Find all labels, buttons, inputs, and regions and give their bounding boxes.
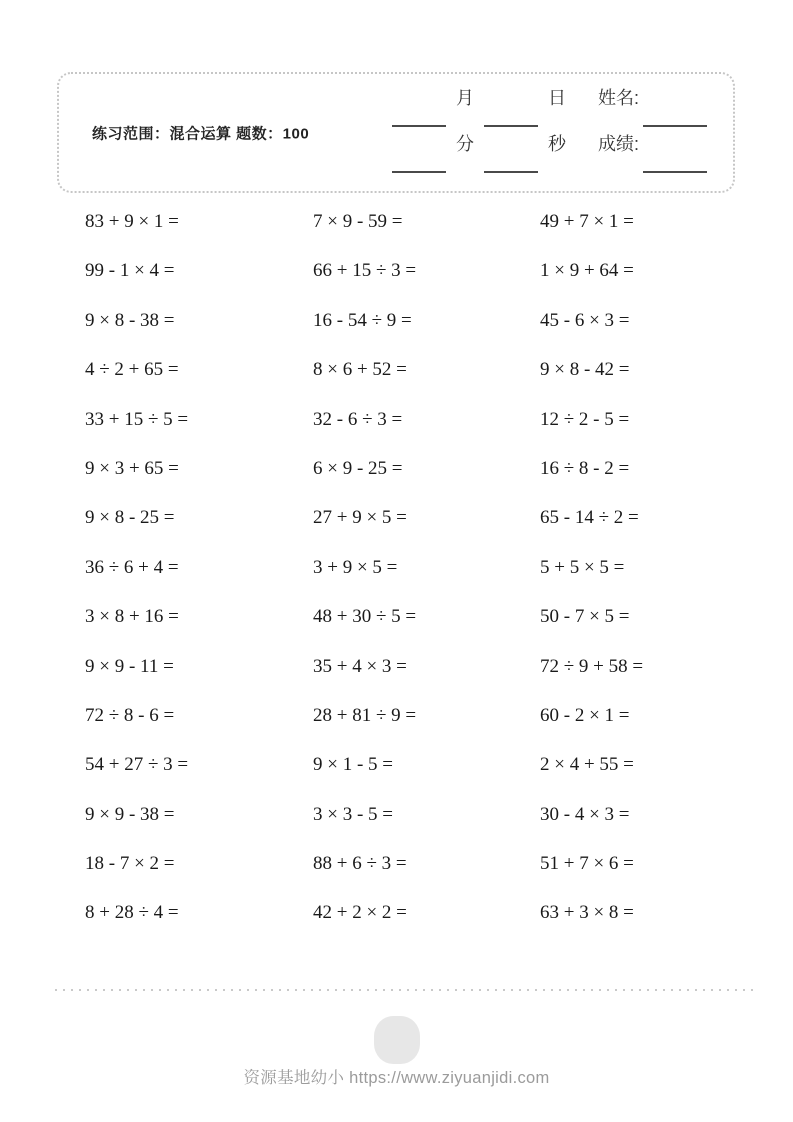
problem-cell: 9 × 8 - 42 = <box>540 359 630 381</box>
problem-cell: 7 × 9 - 59 = <box>313 211 403 232</box>
time-score-row <box>392 130 707 176</box>
problem-cell: 9 × 9 - 38 = <box>85 803 175 825</box>
footer-logo-blob <box>374 1016 420 1064</box>
problem-cell: 72 ÷ 8 - 6 = <box>85 704 175 726</box>
problem-cell: 9 × 8 - 38 = <box>85 309 175 331</box>
day-label: 日 <box>547 88 566 108</box>
problem-cell: 1 × 9 + 64 = <box>540 260 634 282</box>
bottom-dotted-separator <box>55 989 756 991</box>
problem-cell: 49 + 7 × 1 = <box>540 211 634 232</box>
month-blank <box>392 125 446 127</box>
problem-cell: 63 + 3 × 8 = <box>540 902 634 924</box>
problem-cell: 72 ÷ 9 + 58 = <box>540 655 644 677</box>
problem-cell: 50 - 7 × 5 = <box>540 606 630 628</box>
minute-label: 分 <box>455 134 474 154</box>
problem-cell: 42 + 2 × 2 = <box>313 902 407 924</box>
date-row <box>392 84 707 130</box>
problem-column-1 <box>85 197 188 938</box>
problem-cell: 36 ÷ 6 + 4 = <box>85 556 179 578</box>
month-label: 月 <box>455 88 474 108</box>
problem-cell: 65 - 14 ÷ 2 = <box>540 507 639 529</box>
problem-cell: 16 ÷ 8 - 2 = <box>540 457 630 479</box>
problem-cell: 16 - 54 ÷ 9 = <box>313 309 412 331</box>
problem-cell: 2 × 4 + 55 = <box>540 754 634 776</box>
footer-site-link[interactable]: 资源基地幼小 https://www.ziyuanjidi.com <box>243 1069 550 1087</box>
problem-cell: 4 ÷ 2 + 65 = <box>85 359 179 381</box>
problem-cell: 9 × 9 - 11 = <box>85 655 174 677</box>
minute-blank <box>392 171 446 173</box>
problem-cell: 3 × 3 - 5 = <box>313 803 394 825</box>
problem-cell: 83 + 9 × 1 = <box>85 211 179 232</box>
problem-cell: 12 ÷ 2 - 5 = <box>540 408 630 430</box>
problem-cell: 66 + 15 ÷ 3 = <box>313 260 417 282</box>
problem-column-2 <box>313 197 416 938</box>
score-label: 成绩: <box>597 134 639 154</box>
header-fill-ins <box>392 84 707 176</box>
problem-cell: 9 × 3 + 65 = <box>85 457 179 479</box>
problem-cell: 28 + 81 ÷ 9 = <box>313 704 417 726</box>
practice-info-label: 练习范围：混合运算 题数：100 <box>92 125 310 142</box>
problem-cell: 51 + 7 × 6 = <box>540 853 634 875</box>
problem-cell: 54 + 27 ÷ 3 = <box>85 754 189 776</box>
second-blank <box>484 171 538 173</box>
problem-cell: 3 + 9 × 5 = <box>313 556 398 578</box>
score-blank <box>643 171 707 173</box>
problem-cell: 32 - 6 ÷ 3 = <box>313 408 403 430</box>
problem-cell: 27 + 9 × 5 = <box>313 507 407 529</box>
problem-cell: 9 × 8 - 25 = <box>85 507 175 529</box>
day-blank <box>484 125 538 127</box>
problem-cell: 3 × 8 + 16 = <box>85 606 179 628</box>
name-blank <box>643 125 707 127</box>
problem-cell: 88 + 6 ÷ 3 = <box>313 853 407 875</box>
problem-cell: 8 × 6 + 52 = <box>313 359 407 381</box>
problem-cell: 18 - 7 × 2 = <box>85 853 175 875</box>
problem-cell: 5 + 5 × 5 = <box>540 556 625 578</box>
problem-cell: 9 × 1 - 5 = <box>313 754 394 776</box>
name-label: 姓名: <box>597 88 639 108</box>
problem-cell: 6 × 9 - 25 = <box>313 457 403 479</box>
problem-cell: 30 - 4 × 3 = <box>540 803 630 825</box>
problem-cell: 60 - 2 × 1 = <box>540 704 630 726</box>
problem-column-3 <box>540 197 643 938</box>
problem-cell: 48 + 30 ÷ 5 = <box>313 606 417 628</box>
problem-cell: 33 + 15 ÷ 5 = <box>85 408 189 430</box>
problem-cell: 99 - 1 × 4 = <box>85 260 175 282</box>
header-box <box>57 72 735 193</box>
problem-cell: 45 - 6 × 3 = <box>540 309 630 331</box>
problem-cell: 35 + 4 × 3 = <box>313 655 407 677</box>
problem-cell: 8 + 28 ÷ 4 = <box>85 902 179 924</box>
second-label: 秒 <box>547 134 566 154</box>
